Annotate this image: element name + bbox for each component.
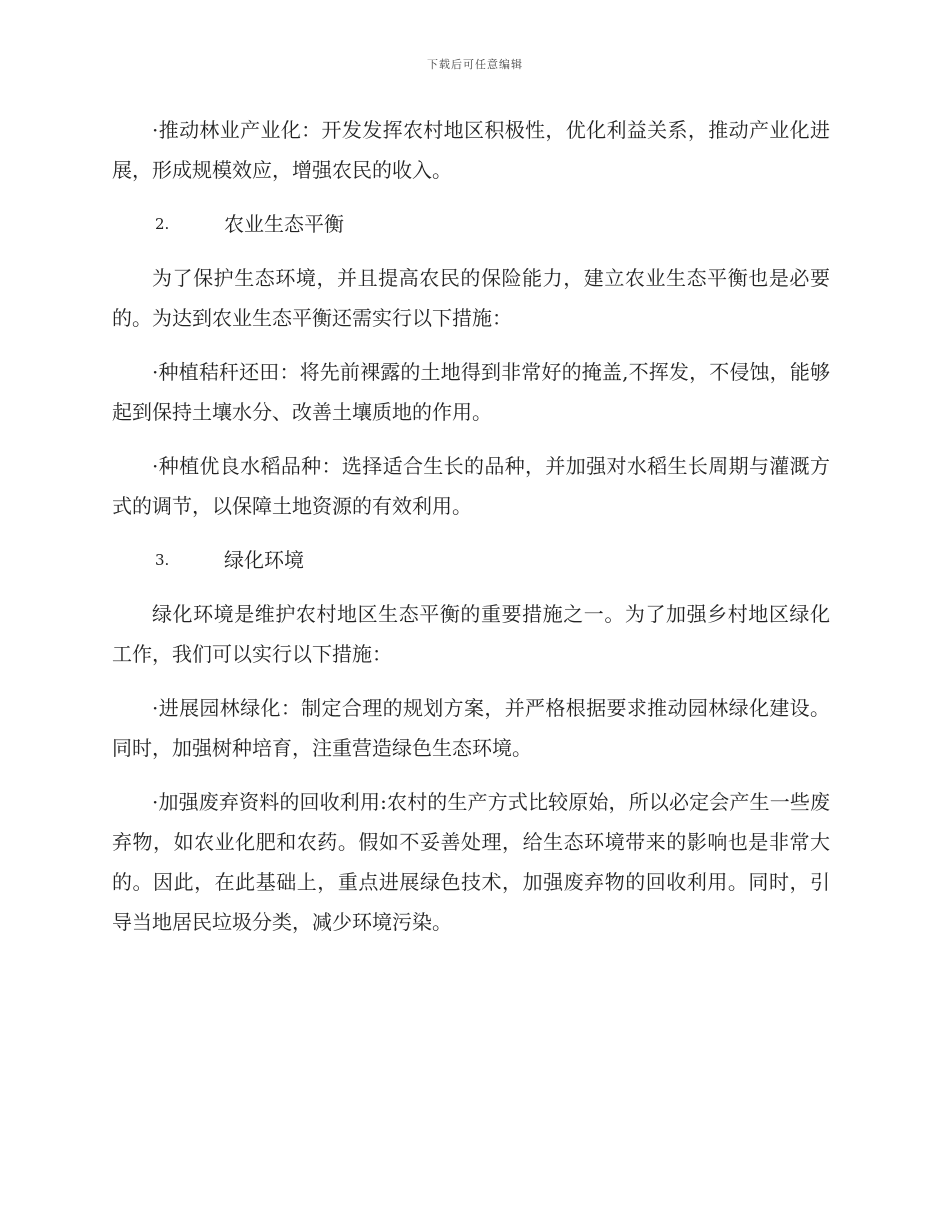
document-body: [112, 110, 830, 956]
paragraph-landscape-greening: ·进展园林绿化：制定合理的规划方案，并严格根据要求推动园林绿化建设。同时，加强树种培育，注重营造绿色生态环境。: [112, 696, 830, 760]
paragraph-greening-intro: 绿化环境是维护农村地区生态平衡的重要措施之一。为了加强乡村地区绿化工作，我们可以实行以下措施：: [112, 602, 830, 666]
section-title: 农业生态平衡: [224, 212, 344, 236]
paragraph-waste-recycling: ·加强废弃资料的回收利用:农村的生产方式比较原始，所以必定会产生一些废弃物，如农业化肥和农药。假如不妥善处理，给生态环境带来的影响也是非常大的。因此，在此基础上，重点进展绿色技术，加强废弃物的回收利用。同时，引导当地居民垃圾分类，减少环境污染。: [112, 790, 830, 934]
paragraph-rice-varieties: ·种植优良水稻品种：选择适合生长的品种，并加强对水稻生长周期与灌溉方式的调节，以保障土地资源的有效利用。: [112, 454, 830, 518]
section-heading-3: [112, 540, 830, 580]
section-heading-2: [112, 204, 830, 244]
paragraph-forestry-industrialization: ·推动林业产业化：开发发挥农村地区积极性，优化利益关系，推动产业化进展，形成规模效应，增强农民的收入。: [112, 118, 830, 182]
section-number: 3.: [155, 551, 170, 569]
paragraph-ecological-balance-intro: 为了保护生态环境，并且提高农民的保险能力，建立农业生态平衡也是必要的。为达到农业生态平衡还需实行以下措施：: [112, 266, 830, 330]
section-number: 2.: [155, 215, 170, 233]
paragraph-straw-return: ·种植秸秆还田：将先前裸露的土地得到非常好的掩盖,不挥发，不侵蚀，能够起到保持土壤水分、改善土壤质地的作用。: [112, 360, 830, 424]
page-header: 下载后可任意编辑: [427, 58, 523, 71]
section-title: 绿化环境: [224, 548, 304, 572]
